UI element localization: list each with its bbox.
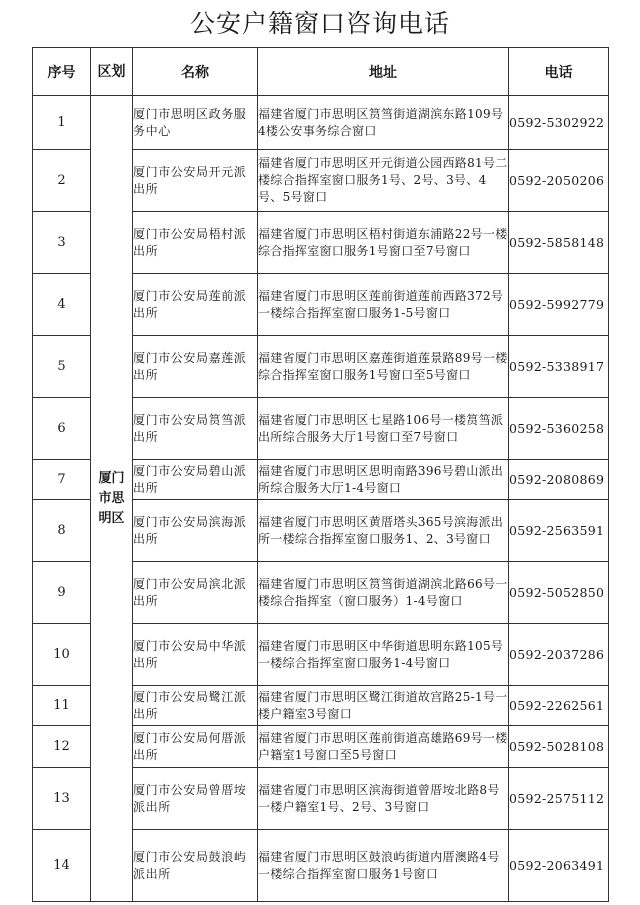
table-row xyxy=(33,96,609,150)
row-phone: 0592-5360258 xyxy=(509,398,609,460)
row-seq: 11 xyxy=(33,686,91,726)
row-phone: 0592-5052850 xyxy=(509,562,609,624)
row-name: 厦门市公安局碧山派出所 xyxy=(133,460,258,500)
district-cell xyxy=(91,96,133,902)
row-name: 厦门市公安局梧村派出所 xyxy=(133,212,258,274)
row-address: 福建省厦门市思明区梧村街道东浦路22号一楼综合指挥室窗口服务1号窗口至7号窗口 xyxy=(258,212,509,274)
row-name: 厦门市公安局滨北派出所 xyxy=(133,562,258,624)
district-label: 厦门市思明区 xyxy=(98,470,125,526)
row-phone: 0592-5302922 xyxy=(509,96,609,150)
row-address: 福建省厦门市思明区莲前街道莲前西路372号一楼综合指挥室窗口服务1-5号窗口 xyxy=(258,274,509,336)
row-phone: 0592-5858148 xyxy=(509,212,609,274)
row-address: 福建省厦门市思明区思明南路396号碧山派出所综合服务大厅1-4号窗口 xyxy=(258,460,509,500)
row-address: 福建省厦门市思明区开元街道公园西路81号二楼综合指挥室窗口服务1号、2号、3号、4号、5号窗口 xyxy=(258,150,509,212)
row-phone: 0592-2037286 xyxy=(509,624,609,686)
row-seq: 6 xyxy=(33,398,91,460)
row-phone: 0592-5338917 xyxy=(509,336,609,398)
row-seq: 7 xyxy=(33,460,91,500)
page-title: 公安户籍窗口咨询电话 xyxy=(189,9,450,38)
row-name: 厦门市公安局鼓浪屿派出所 xyxy=(133,830,258,902)
row-seq: 1 xyxy=(33,96,91,150)
row-name: 厦门市公安局鹭江派出所 xyxy=(133,686,258,726)
row-phone: 0592-2575112 xyxy=(509,768,609,830)
row-seq: 2 xyxy=(33,150,91,212)
row-address: 福建省厦门市思明区嘉莲街道莲景路89号一楼综合指挥室窗口服务1号窗口至5号窗口 xyxy=(258,336,509,398)
row-phone: 0592-2080869 xyxy=(509,460,609,500)
row-name: 厦门市公安局开元派出所 xyxy=(133,150,258,212)
row-name: 厦门市公安局中华派出所 xyxy=(133,624,258,686)
row-seq: 5 xyxy=(33,336,91,398)
row-seq: 4 xyxy=(33,274,91,336)
row-name: 厦门市思明区政务服务中心 xyxy=(133,96,258,150)
row-seq: 9 xyxy=(33,562,91,624)
row-address: 福建省厦门市思明区鼓浪屿街道内厝澳路4号一楼综合指挥室窗口服务1号窗口 xyxy=(258,830,509,902)
row-seq: 3 xyxy=(33,212,91,274)
row-seq: 10 xyxy=(33,624,91,686)
row-name: 厦门市公安局滨海派出所 xyxy=(133,500,258,562)
row-phone: 0592-5028108 xyxy=(509,726,609,768)
header-name: 名称 xyxy=(133,48,258,96)
row-phone: 0592-2563591 xyxy=(509,500,609,562)
row-phone: 0592-2063491 xyxy=(509,830,609,902)
row-address: 福建省厦门市思明区鹭江街道故宫路25-1号一楼户籍室3号窗口 xyxy=(258,686,509,726)
row-seq: 8 xyxy=(33,500,91,562)
contact-table xyxy=(32,47,609,902)
row-address: 福建省厦门市思明区筼筜街道湖滨东路109号4楼公安事务综合窗口 xyxy=(258,96,509,150)
row-phone: 0592-5992779 xyxy=(509,274,609,336)
row-name: 厦门市公安局筼筜派出所 xyxy=(133,398,258,460)
header-phone: 电话 xyxy=(509,48,609,96)
row-name: 厦门市公安局莲前派出所 xyxy=(133,274,258,336)
table-header-row xyxy=(33,48,609,96)
row-name: 厦门市公安局何厝派出所 xyxy=(133,726,258,768)
row-address: 福建省厦门市思明区莲前街道高雄路69号一楼户籍室1号窗口至5号窗口 xyxy=(258,726,509,768)
header-district: 区划 xyxy=(91,48,133,96)
row-address: 福建省厦门市思明区黄厝塔头365号滨海派出所一楼综合指挥室窗口服务1、2、3号窗口 xyxy=(258,500,509,562)
row-address: 福建省厦门市思明区中华街道思明东路105号一楼综合指挥室窗口服务1-4号窗口 xyxy=(258,624,509,686)
row-seq: 14 xyxy=(33,830,91,902)
row-phone: 0592-2262561 xyxy=(509,686,609,726)
row-seq: 12 xyxy=(33,726,91,768)
row-phone: 0592-2050206 xyxy=(509,150,609,212)
row-address: 福建省厦门市思明区滨海街道曾厝垵北路8号一楼户籍室1号、2号、3号窗口 xyxy=(258,768,509,830)
header-seq: 序号 xyxy=(33,48,91,96)
row-name: 厦门市公安局嘉莲派出所 xyxy=(133,336,258,398)
row-address: 福建省厦门市思明区七星路106号一楼筼筜派出所综合服务大厅1号窗口至7号窗口 xyxy=(258,398,509,460)
header-address: 地址 xyxy=(258,48,509,96)
row-address: 福建省厦门市思明区筼筜街道湖滨北路66号一楼综合指挥室（窗口服务）1-4号窗口 xyxy=(258,562,509,624)
row-seq: 13 xyxy=(33,768,91,830)
row-name: 厦门市公安局曾厝垵派出所 xyxy=(133,768,258,830)
